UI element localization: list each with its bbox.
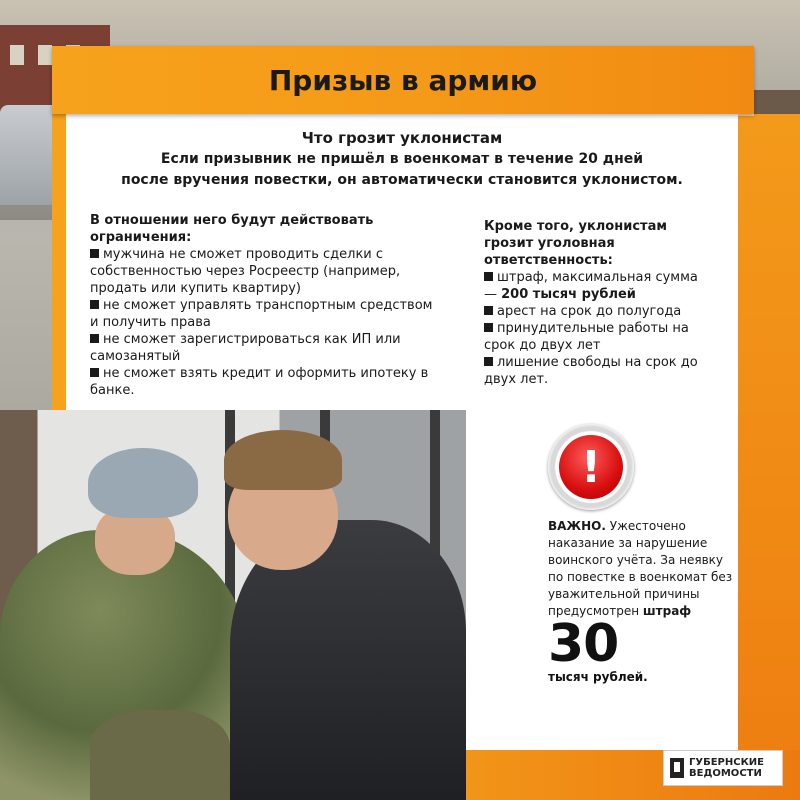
restrictions-column	[90, 212, 440, 399]
liability-column	[484, 218, 714, 388]
list-item: принудительные работы на срок до двух лет	[484, 321, 689, 353]
title-banner	[52, 46, 754, 114]
square-bullet-icon	[90, 368, 99, 377]
orange-left-strip	[52, 114, 66, 414]
list-item: мужчина не сможет проводить сделки с собственностью через Росреестр (например, продать или купить квартиру)	[90, 247, 401, 296]
list-item: не сможет управлять транспортным средством и получить права	[90, 298, 433, 330]
fine-big-number: 30	[548, 614, 619, 674]
header-block	[66, 128, 738, 191]
page-title: Призыв в армию	[268, 63, 538, 97]
logo-text: ГУБЕРНСКИЕ ВЕДОМОСТИ	[689, 757, 764, 779]
important-note	[548, 518, 738, 620]
important-emphasis: штраф	[642, 604, 692, 618]
fine-amount: 200 тысяч рублей	[501, 287, 636, 302]
list-item: лишение свободы на срок до двух лет.	[484, 355, 698, 387]
square-bullet-icon	[484, 306, 493, 315]
list-item: штраф, максимальная сумма — 200 тысяч рублей	[484, 270, 698, 302]
square-bullet-icon	[484, 357, 493, 366]
square-bullet-icon	[90, 300, 99, 309]
important-text: Ужесточено наказание за нарушение воинского учёта. За неявку по повестке в военкомат без уважительной причины предусмотрен	[548, 519, 733, 618]
square-bullet-icon	[90, 249, 99, 258]
publisher-logo	[663, 750, 783, 786]
exclamation-icon: !	[559, 435, 623, 499]
list-item: не сможет зарегистрироваться как ИП или самозанятый	[90, 332, 401, 364]
important-label: ВАЖНО.	[548, 519, 606, 533]
section-title: Что грозит уклонистам	[301, 129, 503, 147]
restrictions-lead: В отношении него будут действовать ограничения:	[90, 213, 374, 245]
conscripts-photo	[0, 410, 466, 800]
square-bullet-icon	[90, 334, 99, 343]
header-line-1: Если призывник не пришёл в военкомат в течение 20 дней	[160, 151, 644, 167]
list-item: арест на срок до полугода	[484, 303, 714, 320]
liability-lead: Кроме того, уклонистам грозит уголовная ответственность:	[484, 219, 667, 268]
square-bullet-icon	[484, 323, 493, 332]
warning-icon	[548, 424, 634, 510]
logo-mark-icon	[670, 758, 684, 778]
fine-unit: тысяч рублей.	[548, 670, 648, 684]
orange-side-strip	[738, 114, 800, 800]
square-bullet-icon	[484, 272, 493, 281]
list-item: не сможет взять кредит и оформить ипотеку в банке.	[90, 366, 429, 398]
header-line-2: после вручения повестки, он автоматически становится уклонистом.	[121, 172, 683, 188]
